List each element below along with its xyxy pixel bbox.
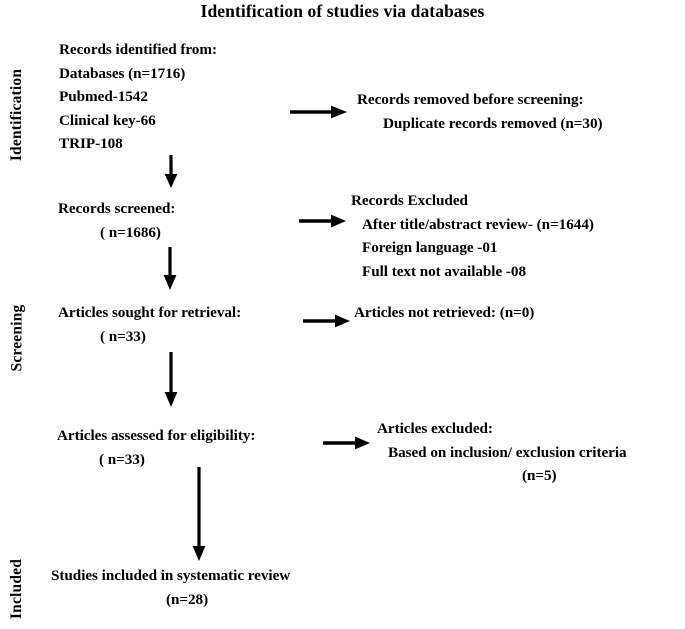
stage-label-identification-text: Identification xyxy=(8,68,26,162)
node-studies-included xyxy=(51,564,290,611)
node-records-identified-line-4: Clinical key-66 xyxy=(59,111,156,129)
stage-label-screening-text: Screening xyxy=(8,304,25,372)
node-records-identified-line-2: Databases (n=1716) xyxy=(59,64,186,82)
node-records-excluded xyxy=(351,189,594,283)
node-studies-included-line-2: (n=28) xyxy=(166,590,209,608)
node-records-identified-line-5: TRIP-108 xyxy=(59,135,123,153)
stage-label-screening xyxy=(0,292,34,384)
arrow-down-screened-to-sought xyxy=(159,247,181,291)
node-articles-excluded-line-2: Based on inclusion/ exclusion criteria xyxy=(388,443,627,461)
arrow-down-assessed-to-included xyxy=(188,467,210,562)
node-records-excluded-line-3: Foreign language -01 xyxy=(362,239,498,257)
stage-label-included-text: Included xyxy=(8,558,25,619)
arrow-right-to-articles-not-retrieved xyxy=(303,311,351,331)
node-articles-assessed-line-2: ( n=33) xyxy=(99,450,145,468)
stage-label-identification xyxy=(0,40,34,190)
node-records-removed-line-2: Duplicate records removed (n=30) xyxy=(383,114,603,132)
stage-label-included xyxy=(0,548,34,629)
arrow-down-identified-to-screened xyxy=(160,155,182,189)
node-articles-excluded-line-1: Articles excluded: xyxy=(377,420,493,437)
node-articles-assessed-line-1: Articles assessed for eligibility: xyxy=(57,427,256,444)
node-articles-not-retrieved xyxy=(354,301,534,325)
node-records-identified-line-3: Pubmed-1542 xyxy=(59,88,148,106)
node-records-screened-line-1: Records screened: xyxy=(58,200,176,217)
node-articles-not-retrieved-line-1: Articles not retrieved: (n=0) xyxy=(354,304,535,321)
node-records-excluded-line-1: Records Excluded xyxy=(351,192,468,209)
node-records-removed-line-1: Records removed before screening: xyxy=(357,91,584,108)
node-records-excluded-line-4: Full text not available -08 xyxy=(362,262,527,280)
diagram-title: Identification of studies via databases xyxy=(200,1,485,21)
node-records-removed xyxy=(357,88,603,135)
node-records-identified-line-1: Records identified from: xyxy=(59,41,217,58)
arrow-right-to-records-removed xyxy=(290,102,348,122)
node-records-identified xyxy=(59,38,217,156)
node-records-excluded-line-2: After title/abstract review- (n=1644) xyxy=(362,215,594,233)
node-articles-excluded xyxy=(377,417,627,488)
arrow-right-to-articles-excluded xyxy=(323,433,371,453)
node-articles-sought xyxy=(58,301,241,348)
node-articles-sought-line-2: ( n=33) xyxy=(100,327,146,345)
node-studies-included-line-1: Studies included in systematic review xyxy=(51,567,291,584)
arrow-right-to-records-excluded xyxy=(299,211,347,231)
node-records-screened-line-2: ( n=1686) xyxy=(100,223,161,241)
arrow-down-sought-to-assessed xyxy=(160,352,182,408)
node-records-screened xyxy=(58,197,175,244)
node-articles-sought-line-1: Articles sought for retrieval: xyxy=(58,304,242,321)
node-articles-excluded-line-3: (n=5) xyxy=(522,467,557,485)
node-articles-assessed xyxy=(57,424,255,471)
